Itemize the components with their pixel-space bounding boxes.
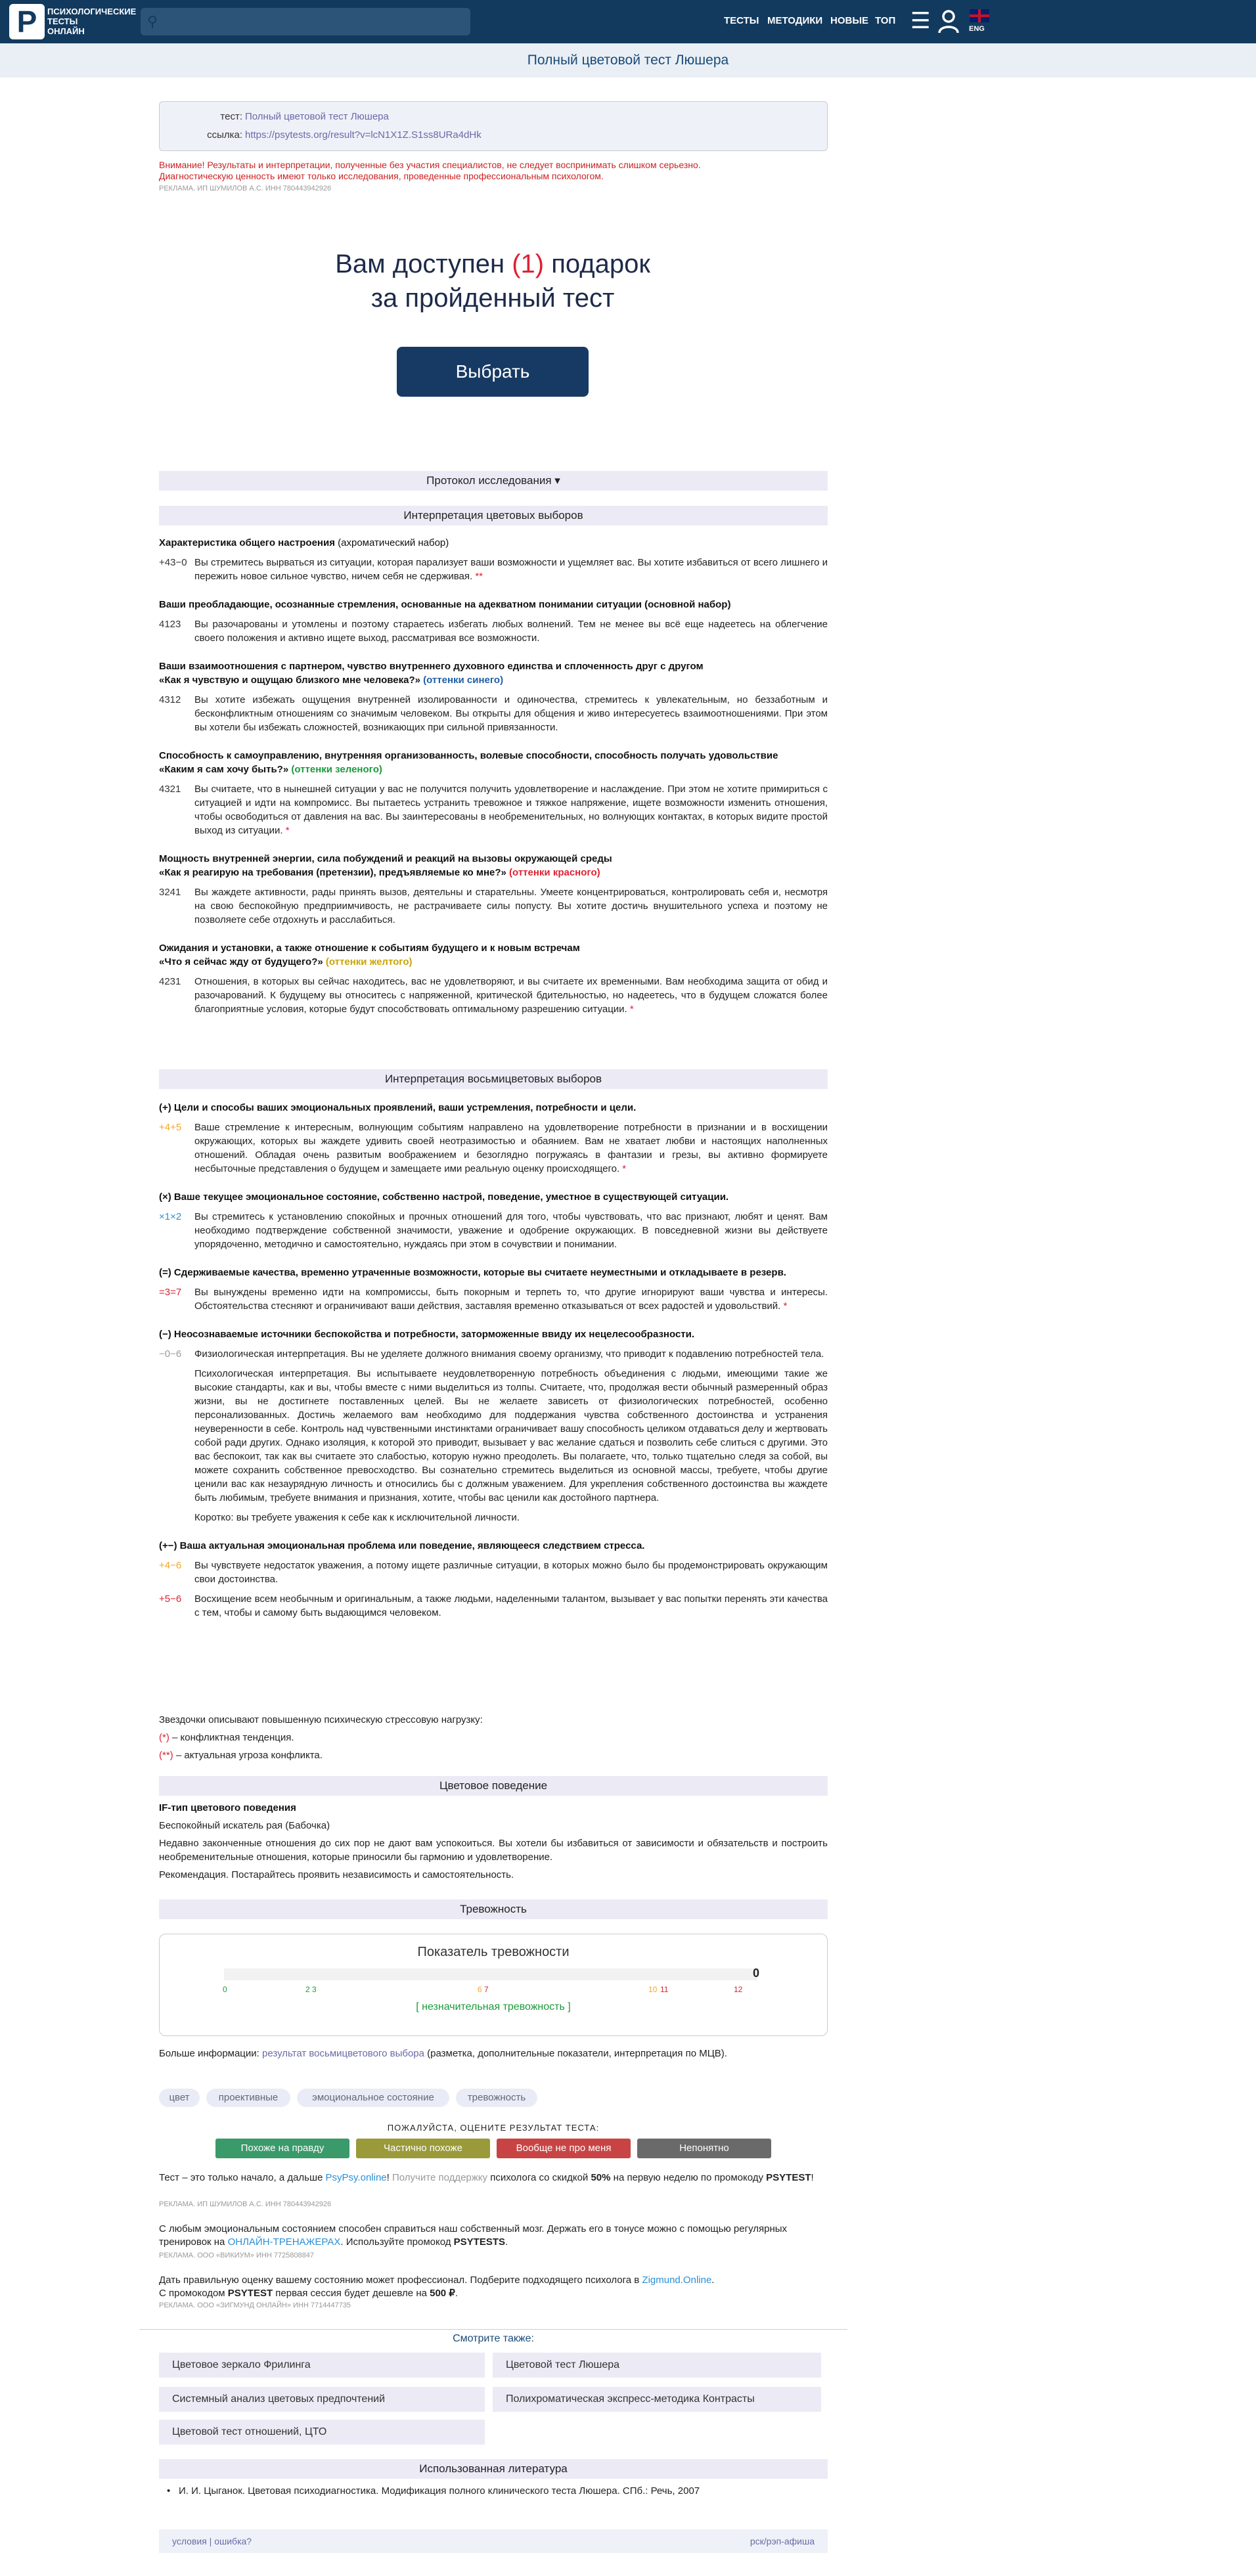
color-family: (оттенки синего): [420, 675, 504, 686]
color-section: [159, 749, 828, 837]
tag-color[interactable]: цвет: [159, 2089, 200, 2107]
color-code: 4123: [159, 619, 181, 630]
color-family: (оттенки зеленого): [288, 764, 382, 775]
anxiety-tick: 11: [660, 1985, 669, 1994]
brand-name[interactable]: [47, 7, 136, 36]
rate-not-me-button[interactable]: Вообще не про меня: [497, 2139, 631, 2158]
link-label: ссылка:: [207, 129, 242, 141]
promo-text: Дать правильную оценку вашему состоянию может профессионал. Подберите подходящего психолога в: [159, 2275, 642, 2286]
color-code: 4321: [159, 784, 181, 795]
anxiety-tick: 10: [648, 1985, 658, 1994]
section-heading: [159, 536, 828, 550]
interpretation-text: Вы стремитесь к установлению спокойных и прочных отношений для того, чтобы чувствовать, что вас признают, любят и ценят. Вам необходимо подтверждение собственной значимости, уважение и одобрение окружающих. В повседневной жизни вы действуете упорядоченно, методично и самостоятельно, нуждаясь при этом в сочувствии и понимании.: [194, 1211, 828, 1250]
gift-banner: [0, 247, 985, 315]
interpretation-text: Вы разочарованы и утомлены и поэтому стараетесь избегать любых волнений. Тем не менее вы всё еще надеетесь на облегчение своего положения и активно ищете выход, рассматривая все возможности.: [194, 619, 828, 644]
anxiety-scale: [224, 1966, 760, 1980]
color-section: [159, 852, 828, 927]
promo-text: .: [455, 2288, 459, 2299]
footer-right-link[interactable]: рск/рэп-афиша: [750, 2536, 815, 2546]
heading-note: (ахроматический набор): [334, 537, 449, 548]
promo-text: .: [711, 2275, 715, 2286]
gift-text: подарок: [544, 250, 650, 278]
see-also-item[interactable]: Цветовой тест Люшера: [493, 2353, 821, 2378]
nav-top[interactable]: ТОП: [875, 15, 896, 26]
interpretation-item: [159, 1367, 828, 1505]
promo-text: . Используйте промокод: [340, 2236, 454, 2248]
tag-anxiety[interactable]: тревожность: [456, 2089, 537, 2107]
section-header-eight-color: Интерпретация восьмицветовых выборов: [159, 1069, 828, 1089]
color-code: ×1×2: [159, 1211, 182, 1222]
stress-mark: *: [282, 825, 290, 836]
nav-new[interactable]: НОВЫЕ: [830, 15, 869, 26]
more-info-text: (разметка, дополнительные показатели, интерпретация по МЦВ).: [424, 2048, 727, 2059]
section-header-behavior: Цветовое поведение: [159, 1776, 828, 1796]
heading-text: Ожидания и установки, а также отношение к событиям будущего и к новым встречам: [159, 943, 580, 954]
tag-projective[interactable]: проективные: [206, 2089, 290, 2107]
more-info-text: Больше информации:: [159, 2048, 262, 2059]
brand-line: ТЕСТЫ: [47, 16, 78, 26]
more-info: [159, 2047, 828, 2060]
anxiety-tick: 12: [734, 1985, 743, 1994]
behavior-section: [159, 1801, 828, 1882]
see-also-item[interactable]: Полихроматическая экспресс-методика Контрасты: [493, 2387, 821, 2412]
section-heading: (−) Неосознаваемые источники беспокойства и потребности, заторможенные ввиду их нецелесообразности.: [159, 1329, 695, 1340]
promo-text: С промокодом: [159, 2288, 228, 2299]
color-code: +5−6: [159, 1593, 182, 1605]
gift-subtext: за пройденный тест: [370, 284, 615, 313]
promo-code: PSYTESTS: [453, 2236, 506, 2248]
anxiety-value: 0: [753, 1966, 760, 1980]
promo-text: !: [811, 2172, 814, 2183]
anxiety-level: [ незначительная тревожность ]: [416, 2001, 571, 2012]
uk-flag-icon[interactable]: [970, 9, 989, 22]
promo-text: Получите поддержку: [392, 2172, 488, 2183]
see-also-item[interactable]: Цветовой тест отношений, ЦТО: [159, 2420, 485, 2445]
section-heading: (=) Сдерживаемые качества, временно утраченные возможности, которые вы считаете неуместными и откладываете в резерв.: [159, 1267, 786, 1278]
color-code: +43−0: [159, 557, 187, 568]
page-title: Полный цветовой тест Люшера: [0, 43, 1256, 78]
disclaimer-line: Диагностическую ценность имеют только исследования, проведенные профессиональным психологом.: [159, 171, 604, 181]
promo-discount: 50%: [591, 2172, 611, 2183]
interpretation-text: Восхищение всем необычным и оригинальным, а также людьми, наделенными талантом, вызывает у вас попытки перенять эти качества с тем, чтобы и самому быть выдающимся человеком.: [194, 1593, 828, 1618]
color-code: =3=7: [159, 1287, 182, 1298]
section-heading: (+−) Ваша актуальная эмоциональная проблема или поведение, являющееся следствием стресса.: [159, 1540, 645, 1551]
promo-price: 500 ₽: [430, 2288, 455, 2299]
anxiety-tick: 2: [305, 1985, 310, 1994]
color-family: (оттенки желтого): [323, 956, 413, 967]
color-section: [159, 536, 828, 583]
heading-text: Мощность внутренней энергии, сила побуждений и реакций на вызовы окружающей среды: [159, 853, 612, 864]
stress-mark: *: [780, 1300, 788, 1312]
interpretation-item: [159, 975, 828, 1016]
interpretation-item: [159, 693, 828, 734]
eight-color-result-link[interactable]: результат восьмицветового выбора: [262, 2048, 424, 2059]
question-text: «Что я сейчас жду от будущего?»: [159, 956, 323, 967]
color-section: [159, 941, 828, 1016]
section-heading: (×) Ваше текущее эмоциональное состояние, собственно настрой, поведение, уместное в существующей ситуации.: [159, 1191, 729, 1203]
anxiety-title: Показатель тревожности: [417, 1945, 570, 1959]
promo-text: на первую неделю по промокоду: [610, 2172, 767, 2183]
section-heading: (+) Цели и способы ваших эмоциональных проявлений, ваши устремления, потребности и цели.: [159, 1102, 637, 1113]
ad-label: РЕКЛАМА. ООО «ВИКИУМ» ИНН 7725808847: [159, 2252, 315, 2259]
section-question: [159, 763, 828, 776]
rate-true-button[interactable]: Похоже на правду: [215, 2139, 349, 2158]
section-header-anxiety: Тревожность: [159, 1899, 828, 1919]
heading-text: Способность к самоуправлению, внутренняя организованность, волевые способности, способность получать удовольствие: [159, 750, 778, 761]
promo-text: С любым эмоциональным состоянием способен справиться наш собственный мозг. Держать его в тонусе можно с помощью регулярных тренировок на: [159, 2223, 788, 2248]
eight-section: [159, 1190, 828, 1251]
promo-wikium: [159, 2223, 828, 2249]
interpretation-item: [159, 782, 828, 837]
promo-text: .: [505, 2236, 508, 2248]
promo-zigmund: [159, 2274, 828, 2300]
protocol-toggle[interactable]: Протокол исследования ▾: [159, 471, 828, 491]
interpretation-text: Вы жаждете активности, рады принять вызов, деятельны и старательны. Умеете концентрироваться, контролировать себя и, несмотря на свою беспокойную предприимчивость, не растрачиваете силы попусту. Вы хотите достичь внушительного успеха и поэтому не позволяете себе отдохнуть и расслабиться.: [194, 887, 828, 925]
lang-switch[interactable]: ENG: [969, 25, 985, 33]
section-question: [159, 866, 828, 879]
test-name[interactable]: Полный цветовой тест Люшера: [245, 111, 389, 122]
interpretation-text: Психологическая интерпретация. Вы испытываете неудовлетворенную потребность объединения с людьми, имеющими такие же высокие стандарты, как и вы, чтобы вместе с ними выделиться из толпы. Считаете, что, продолжая вести обычный размеренный образ жизни, вы не достигнете поставленных целей. Вы не желаете зависеть от физиологических потребностей, особенно персонализованных. Достичь желаемого вам необходимо для поддержания чувства собственного достоинства и устранения неуверенности в себе. Контроль над чувственными инстинктами ограничивает вашу способность целиком отдаваться делу и жертвовать собой ради других. Однако изоляция, к которой это приводит, вызывает у вас желание сдаться и позволить себе слиться с другими. Это вас беспокоит, так как вы считаете это слабостью, которую нужно преодолеть. Вы полагаете, что, только тщательно следя за собой, вы можете сохранить собственное превосходство. Вы сознательно стремитесь выделиться из основной массы, требуете, чтобы другие ценили вас как незаурядную личность и относились бы с должным уважением. Для укрепления собственного достоинства вы жаждете быть любимым, требуете внимания и признания, хотите, чтобы вас ценили как достойного партнера.: [194, 1368, 828, 1503]
zigmund-link[interactable]: Zigmund.Online: [642, 2275, 712, 2286]
promo-text: первая сессия будет дешевле на: [273, 2288, 430, 2299]
section-heading: [159, 749, 828, 763]
color-code: 4312: [159, 694, 181, 705]
anxiety-tick: 7: [484, 1985, 489, 1994]
test-label: тест:: [220, 111, 242, 122]
anxiety-tick: 0: [223, 1985, 227, 1994]
ad-label: РЕКЛАМА. ИП ШУМИЛОВ А.С. ИНН 780443942926: [159, 185, 332, 192]
promo-code: PSYTEST: [227, 2288, 273, 2299]
interpretation-item: [159, 1559, 828, 1586]
bullet-icon: •: [167, 2485, 171, 2497]
stars-intro: Звездочки описывают повышенную психическую стрессовую нагрузку:: [159, 1714, 483, 1725]
user-icon[interactable]: [938, 9, 959, 34]
question-text: «Как я реагирую на требования (претензии), предъявляемые ко мне?»: [159, 867, 506, 878]
question-text: «Как я чувствую и ощущаю близкого мне человека?»: [159, 675, 420, 686]
psypsy-link[interactable]: PsyPsy.online: [325, 2172, 387, 2183]
color-code: 3241: [159, 887, 181, 898]
promo-text: психолога со скидкой: [487, 2172, 591, 2183]
section-question: [159, 955, 828, 969]
site-logo[interactable]: P: [9, 4, 45, 39]
behavior-type-heading: IF-тип цветового поведения: [159, 1802, 296, 1813]
trainers-link[interactable]: ОНЛАЙН-ТРЕНАЖЕРАХ: [227, 2236, 341, 2248]
stress-mark: *: [627, 1004, 634, 1015]
rating-title: ПОЖАЛУЙСТА, ОЦЕНИТЕ РЕЗУЛЬТАТ ТЕСТА:: [387, 2123, 600, 2133]
star-two: (**): [159, 1750, 173, 1761]
stress-mark: *: [619, 1163, 627, 1174]
rate-unclear-button[interactable]: Непонятно: [637, 2139, 771, 2158]
color-code: +4+5: [159, 1122, 182, 1133]
promo-text: !: [386, 2172, 392, 2183]
color-code: −0−6: [159, 1348, 182, 1360]
anxiety-tick: 3: [312, 1985, 317, 1994]
nav-tests[interactable]: ТЕСТЫ: [724, 15, 759, 26]
color-family: (оттенки красного): [506, 867, 600, 878]
stars-note: [159, 1713, 828, 1762]
section-heading: [159, 941, 828, 955]
color-code: +4−6: [159, 1560, 182, 1571]
color-section: [159, 598, 828, 645]
behavior-text: Недавно законченные отношения до сих пор не дают вам успокоиться. Вы хотели бы избавиться от зависимости и обязательств и построить необременительные отношения, которые приносили бы гармонию и удовлетворение.: [159, 1838, 828, 1863]
section-heading: [159, 659, 828, 673]
interpretation-item: [159, 1511, 828, 1524]
brand-line: ПСИХОЛОГИЧЕСКИЕ: [47, 7, 137, 16]
interpretation-text: Вы вынуждены временно идти на компромиссы, быть покорным и терпеть то, что другие игнорируют ваши чувства и интересы. Обстоятельства стесняют и ограничивают ваши действия, заставляя временно отказываться от всех радостей и удовольствий.: [194, 1287, 828, 1312]
menu-icon[interactable]: ☰: [910, 9, 931, 33]
disclaimer: [159, 160, 701, 182]
eight-color-interpretation: [159, 1101, 828, 1620]
section-heading: [159, 852, 828, 866]
promo-text: Тест – это только начало, а дальше: [159, 2172, 326, 2183]
interpretation-text: Ваше стремление к интересным, волнующим событиям направлено на удовлетворение потребности в признании и в восхищении окружающих, которых вы жаждете удивить своей неотразимостью и обаянием. Вам не хватает любви и настоящих наполненных отношений. Обладая очень развитым воображением и безоглядно погружаясь в фантазии и грезы, вы активно формируете несбыточные представления о будущем и замещаете ими реальную оценку происходящего.: [194, 1122, 828, 1174]
ad-label: РЕКЛАМА. ООО «ЗИГМУНД ОНЛАЙН» ИНН 7714447735: [159, 2301, 351, 2309]
interpretation-text: Коротко: вы требуете уважения к себе как к исключительной личности.: [194, 1512, 520, 1523]
tag-emotional-state[interactable]: эмоциональное состояние: [297, 2089, 449, 2107]
footer: [159, 2529, 828, 2553]
ad-label: РЕКЛАМА. ИП ШУМИЛОВ А.С. ИНН 780443942926: [159, 2200, 332, 2208]
interpretation-item: [159, 556, 828, 583]
interpretation-item: [159, 1592, 828, 1620]
choose-gift-button[interactable]: Выбрать: [397, 347, 589, 397]
interpretation-item: [159, 1121, 828, 1176]
star-one: (*): [159, 1732, 169, 1743]
color-interpretation: [159, 536, 828, 1016]
top-bar: [0, 0, 1256, 43]
color-section: [159, 659, 828, 734]
eight-section: [159, 1266, 828, 1313]
disclaimer-line: Внимание! Результаты и интерпретации, полученные без участия специалистов, не следует воспринимать слишком серьезно.: [159, 160, 701, 170]
behavior-recommendation: Рекомендация. Постарайтесь проявить независимость и самостоятельность.: [159, 1869, 514, 1880]
interpretation-item: [159, 885, 828, 927]
question-text: «Каким я сам хочу быть?»: [159, 764, 289, 775]
gift-count: (1): [512, 250, 545, 278]
section-header-color-interp: Интерпретация цветовых выборов: [159, 506, 828, 525]
interpretation-text: Физиологическая интерпретация. Вы не уделяете должного внимания своему организму, что приводит к подавлению потребностей тела.: [194, 1348, 824, 1360]
eight-section: [159, 1327, 828, 1524]
result-link-box: [159, 101, 828, 151]
brand-line: ОНЛАЙН: [47, 26, 85, 36]
interpretation-item: [159, 617, 828, 645]
divider: [139, 2329, 847, 2330]
section-question: [159, 673, 828, 687]
search-input[interactable]: [141, 8, 470, 35]
see-also-title: Смотрите также:: [453, 2333, 534, 2344]
behavior-type: Беспокойный искатель рая (Бабочка): [159, 1820, 330, 1831]
result-url[interactable]: https://psytests.org/result?v=lcN1X1Z.S1ss8URa4dHk: [245, 129, 482, 141]
nav-methods[interactable]: МЕТОДИКИ: [767, 15, 823, 26]
interpretation-text: Вы считаете, что в нынешней ситуации у вас не получится получить удовлетворение и наслаждение. При этом не хотите примириться с ситуацией и идти на компромисс. Вы пытаетесь устранить тревожное и тяжкое напряжение, ищете возможности изменить отношения, чтобы освободиться от давления на вас. Вы заинтересованы в необременительных, но волнующих контактах, в которых видите простой выход из ситуации.: [194, 784, 828, 836]
section-header-literature: Использованная литература: [159, 2459, 828, 2479]
interpretation-item: [159, 1347, 828, 1361]
literature-item: [159, 2484, 828, 2498]
anxiety-box: [159, 1934, 828, 2036]
interpretation-text: Отношения, в которых вы сейчас находитесь, вас не удовлетворяют, и вы считаете их временными. Вам необходима защита от обид и разочарований. К будущему вы относитесь с напряженной, критической бдительностью, но надеетесь, что в будущем сложатся более благоприятные условия, которые будут способствовать оптимальному разрешению ситуации.: [194, 976, 828, 1015]
anxiety-tick: 6: [478, 1985, 482, 1994]
see-also-item[interactable]: Системный анализ цветовых предпочтений: [159, 2387, 485, 2412]
eight-section: [159, 1539, 828, 1620]
eight-section: [159, 1101, 828, 1176]
star-two-text: – актуальная угроза конфликта.: [173, 1750, 323, 1761]
see-also-item[interactable]: Цветовое зеркало Фрилинга: [159, 2353, 485, 2378]
heading-text: Ваши взаимоотношения с партнером, чувство внутреннего духовного единства и сплоченность друг с другом: [159, 661, 704, 672]
heading-text: Характеристика общего настроения: [159, 537, 335, 548]
interpretation-item: [159, 1210, 828, 1251]
stress-mark: **: [472, 571, 483, 582]
footer-links[interactable]: условия | ошибка?: [172, 2536, 252, 2546]
star-one-text: – конфликтная тенденция.: [169, 1732, 294, 1743]
interpretation-text: Вы чувствуете недостаток уважения, а потому ищете различные ситуации, в которых можно было бы продемонстрировать окружающим свои достоинства.: [194, 1560, 828, 1585]
color-code: 4231: [159, 976, 181, 987]
rate-partial-button[interactable]: Частично похоже: [356, 2139, 490, 2158]
promo-psypsy: [159, 2171, 828, 2185]
promo-code: PSYTEST: [766, 2172, 811, 2183]
literature-text: И. И. Цыганок. Цветовая психодиагностика. Модификация полного клинического теста Люшера. СПб.: Речь, 2007: [179, 2485, 700, 2497]
section-heading: [159, 598, 828, 611]
interpretation-text: Вы хотите избежать ощущения внутренней изолированности и одиночества, стремитесь к увлекательным, но беззаботным и бесконфликтным отношениям со значимым человеком. Вы открыты для общения и живо интересуетесь взаимоотношениями. При этом вы хотели бы избежать сложностей, возникающих при сильной привязанности.: [194, 694, 828, 733]
gift-text: Вам доступен: [335, 250, 512, 278]
interpretation-item: [159, 1285, 828, 1313]
search-icon: ⚲: [147, 13, 158, 30]
heading-text: Ваши преобладающие, осознанные стремления, основанные на адекватном понимании ситуации (основной набор): [159, 599, 731, 610]
interpretation-text: Вы стремитесь вырваться из ситуации, которая парализует ваши возможности и ущемляет вас. Вы хотите избавиться от всего лишнего и пережить новое сильное чувство, ничем себя не сдерживая.: [194, 557, 828, 582]
